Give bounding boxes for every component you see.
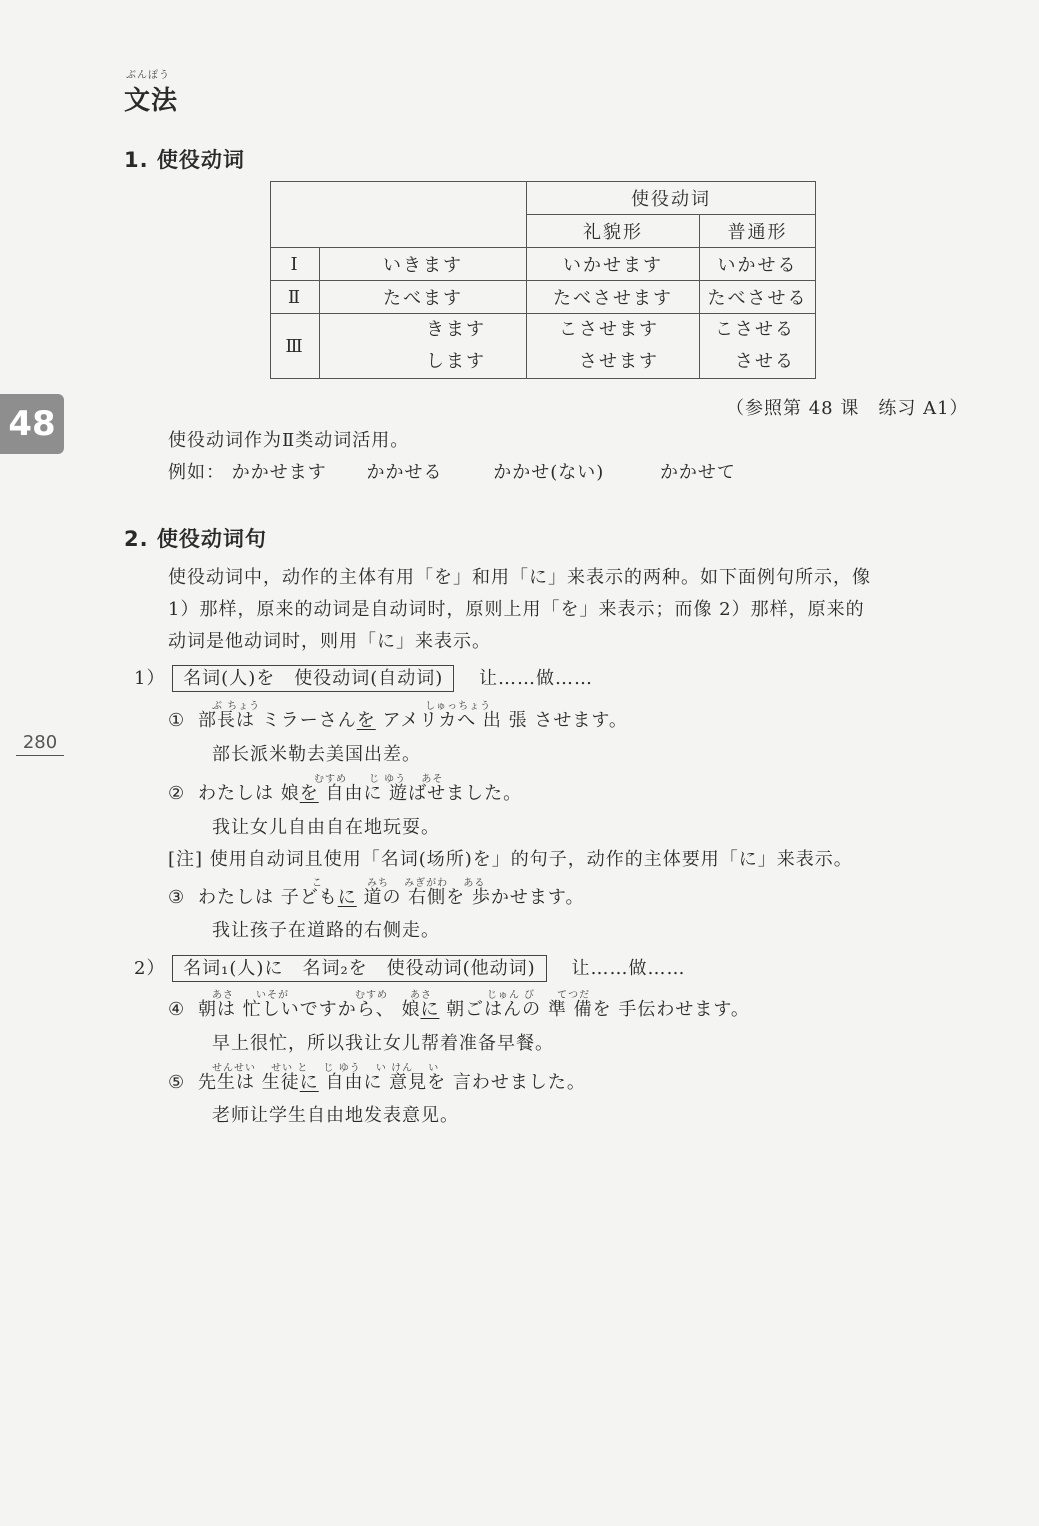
example-item: かかせ(ない) [493, 462, 605, 483]
example-ruby: こ みち みぎがわ ある [312, 878, 486, 889]
page-title: 文法 [124, 86, 179, 116]
example-label: 例如： [168, 462, 225, 483]
verb-kimasu: きます [426, 319, 486, 340]
example-sentence [168, 779, 522, 805]
table-row [271, 281, 816, 314]
pattern-meaning: 让……做…… [571, 958, 686, 979]
verb-polite [527, 314, 700, 379]
pattern2 [134, 954, 685, 980]
verb-plain [700, 314, 816, 379]
example-ruby: むすめ じ ゆう あそ [314, 774, 444, 785]
table-col-polite: 礼貌形 [527, 215, 700, 248]
sentence-particle: を [299, 783, 319, 804]
example-number: ① [168, 710, 186, 731]
verb-sasemasu: させます [579, 351, 659, 372]
example-sentence [168, 883, 584, 909]
example-ruby: ぶ ちょう しゅっちょう [212, 701, 492, 712]
example-translation: 老师让学生自由地发表意见。 [212, 1105, 459, 1126]
example-translation: 早上很忙，所以我让女儿帮着准备早餐。 [212, 1033, 554, 1054]
example-number: ② [168, 783, 186, 804]
verb-class: Ⅰ [271, 248, 320, 281]
verb-class: Ⅲ [271, 314, 320, 379]
example-item: かかせて [659, 462, 736, 483]
title-ruby: ぶんぽう [126, 70, 170, 81]
verb-plain: たべさせる [700, 281, 816, 314]
sentence-particle: を [356, 710, 376, 731]
example-translation: 我让孩子在道路的右侧走。 [212, 920, 440, 941]
verb-class: Ⅱ [271, 281, 320, 314]
table-row [271, 248, 816, 281]
example-sentence [168, 995, 750, 1021]
intro-line: 1）那样，原来的动词是自动词时，原则上用「を」来表示；而像 2）那样，原来的 [168, 599, 865, 620]
example-number: ④ [168, 999, 186, 1020]
sentence-particle: に [420, 999, 440, 1020]
example-sentence [168, 1068, 586, 1094]
example-item: かかせます [231, 462, 327, 483]
chapter-tab: 48 [0, 394, 64, 454]
verb-saseru: させる [735, 351, 795, 372]
sentence-particle: に [337, 887, 357, 908]
example-ruby: あさ いそが むすめ あさ じゅん び てつだ [212, 990, 591, 1001]
sentence-part: わたしは 娘 [198, 783, 300, 804]
conjugation-table [270, 181, 816, 379]
sentence-part: 道の 右側を 歩かせます。 [356, 887, 585, 908]
sentence-particle: に [299, 1072, 319, 1093]
pattern-meaning: 让……做…… [479, 668, 594, 689]
sentence-part: 先生は 生徒 [198, 1072, 300, 1093]
pattern-number: 1） [134, 668, 166, 689]
page-number: 280 [16, 732, 64, 756]
sentence-part: 朝ごはんの 準 備を 手伝わせます。 [439, 999, 750, 1020]
section1-note: 使役动词作为Ⅱ类动词活用。 [168, 430, 410, 451]
verb-polite: いかせます [527, 248, 700, 281]
example-ruby: せんせい せい と じ ゆう い けん い [212, 1063, 440, 1074]
example-number: ⑤ [168, 1072, 186, 1093]
verb-kosaseru: こさせる [715, 319, 795, 340]
table-row [271, 314, 816, 379]
verb-masu: いきます [320, 248, 527, 281]
sentence-part: 朝は 忙しいですから、 娘 [198, 999, 421, 1020]
sentence-part: わたしは 子ども [198, 887, 338, 908]
table-group-header: 使役动词 [527, 182, 816, 215]
example-line [168, 458, 736, 484]
intro-line: 使役动词中，动作的主体有用「を」和用「に」来表示的两种。如下面例句所示，像 [168, 567, 871, 588]
example-translation: 部长派米勒去美国出差。 [212, 744, 421, 765]
example-number: ③ [168, 887, 186, 908]
pattern-number: 2） [134, 958, 166, 979]
verb-masu [320, 314, 527, 379]
sentence-part: 自由に 遊ばせました。 [318, 783, 523, 804]
section2-heading: 2. 使役动词句 [124, 527, 267, 551]
table-col-plain: 普通形 [700, 215, 816, 248]
example-sentence [168, 706, 628, 732]
verb-kosasemasu: こさせます [559, 319, 659, 340]
example-item: かかせる [366, 462, 443, 483]
pattern-box: 名词(人)を 使役动词(自动词) [172, 665, 454, 692]
intro-line: 动词是他动词时，则用「に」来表示。 [168, 631, 491, 652]
pattern-box: 名词₁(人)に 名词₂を 使役动词(他动词) [172, 955, 547, 982]
sentence-part: 部長は ミラーさん [198, 710, 357, 731]
sentence-part: 自由に 意見を 言わせました。 [318, 1072, 586, 1093]
grammar-note: [注] 使用自动词且使用「名词(场所)を」的句子，动作的主体要用「に」来表示。 [168, 849, 853, 870]
section1-heading: 1. 使役动词 [124, 148, 245, 172]
verb-shimasu: します [426, 351, 486, 372]
table-corner [271, 182, 527, 248]
pattern1 [134, 664, 593, 690]
sentence-part: アメリカへ 出 張 させます。 [375, 710, 628, 731]
reference-note: （参照第 48 课 练习 A1） [726, 398, 969, 419]
verb-plain: いかせる [700, 248, 816, 281]
example-translation: 我让女儿自由自在地玩耍。 [212, 817, 440, 838]
verb-polite: たべさせます [527, 281, 700, 314]
verb-masu: たべます [320, 281, 527, 314]
